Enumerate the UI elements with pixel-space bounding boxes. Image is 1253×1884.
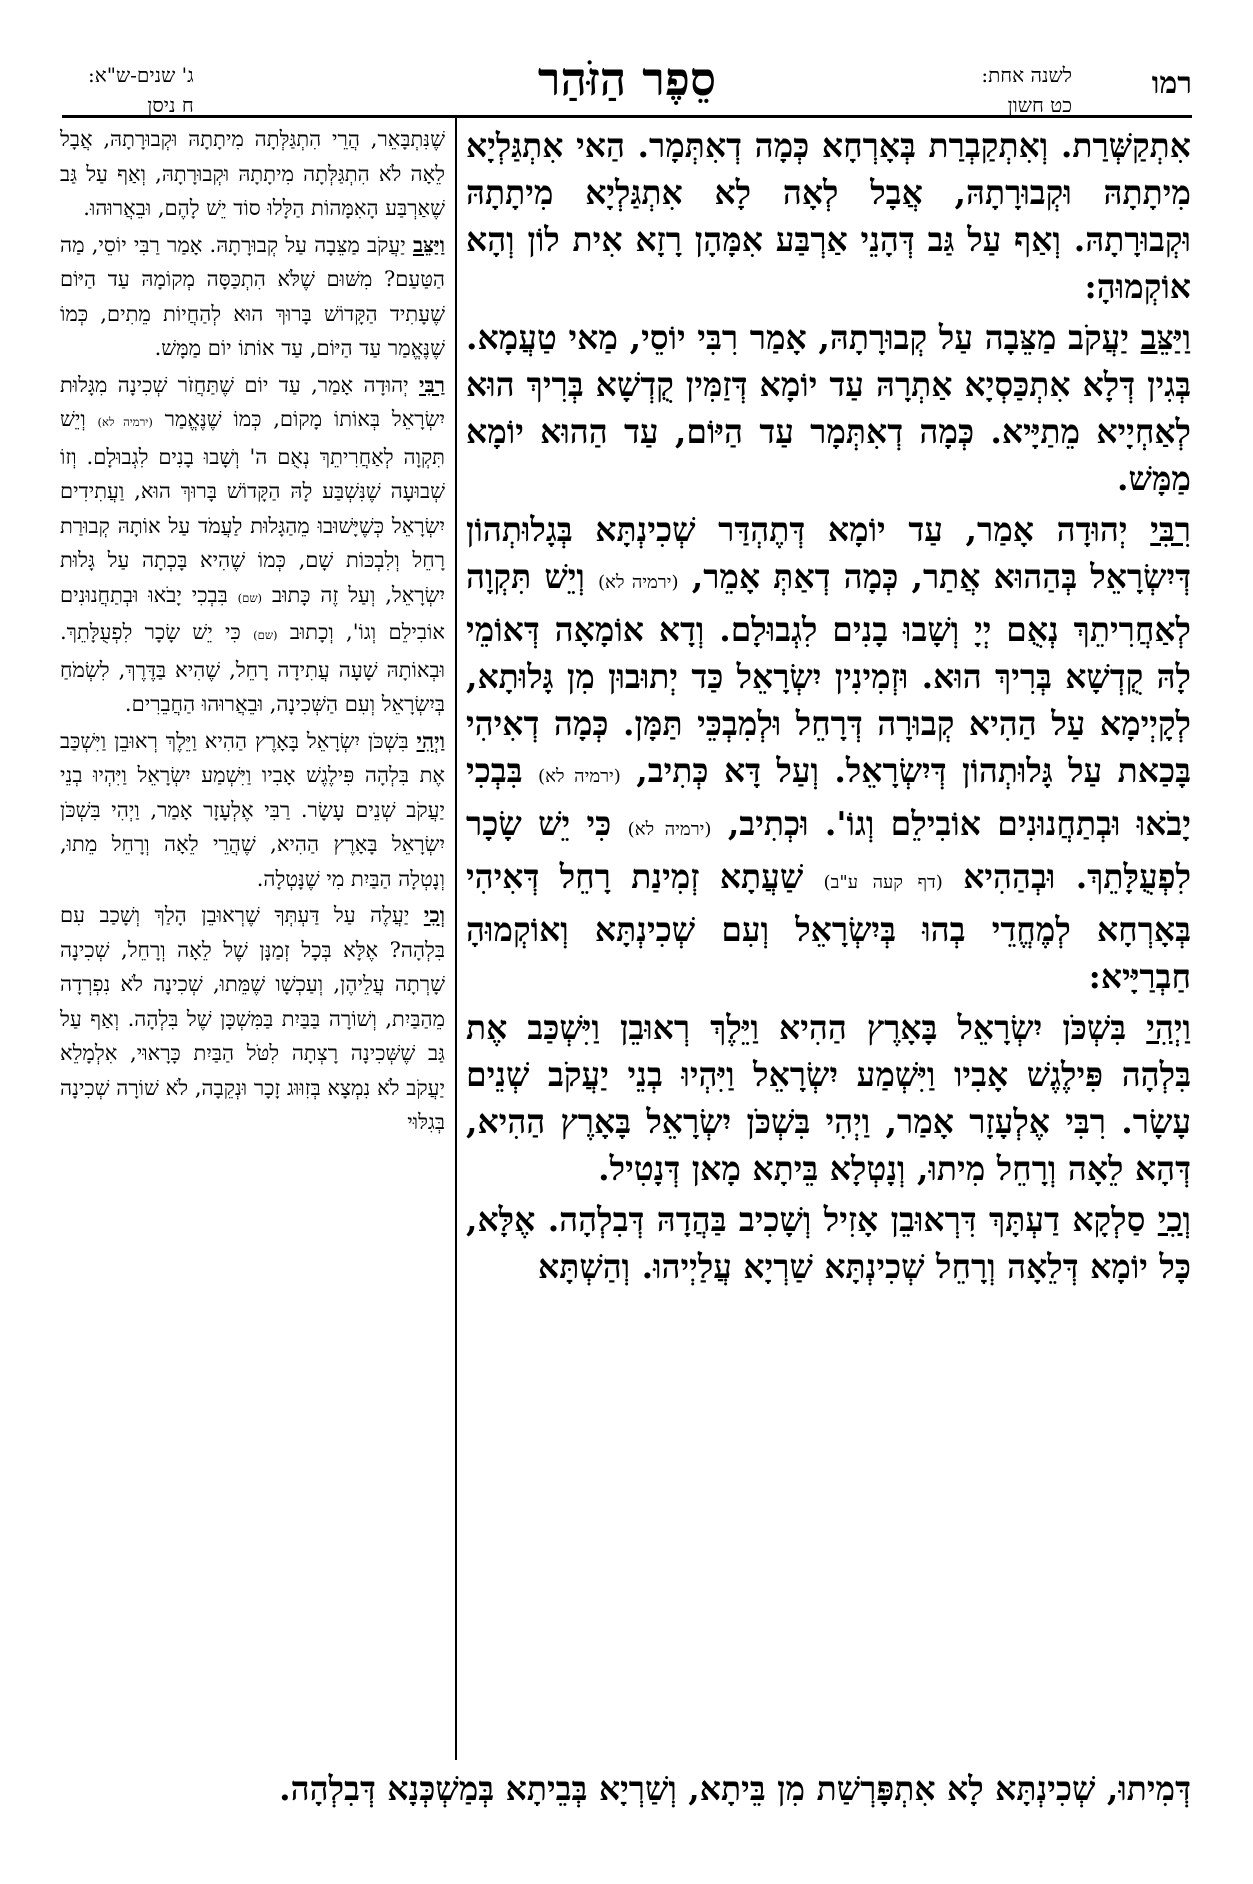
main-paragraph	[466, 1196, 1191, 1290]
paragraph-opener: וְכִי	[1157, 1200, 1191, 1239]
side-paragraph	[60, 368, 445, 722]
main-p2-text: יַעֲקֹב מַצֵּבָה עַל קְבוּרָתָהּ, אָמַר רִבִּי יוֹסֵי, מַאי טַעֲמָא. בְּגִין דְּלָא אִתְכַּסְיָא אַתְרָהּ עַד יוֹמָא דְּזַמִּין קֻדְשָׁא בְּרִיךְ הוּא לְאַחְיָיא מֵתַיָּיא. כְּמָה דְאִתְּמָר עַד הַיּוֹם, עַד הַהוּא יוֹמָא מַמָּשׁ.	[466, 318, 1191, 498]
main-paragraph	[466, 506, 1191, 1000]
main-paragraph	[466, 314, 1191, 502]
main-p3-text: כִּי יֵשׁ שָׂכָר לִפְעֻלָּתֵךְ. וּבְהַהִיא	[466, 804, 1192, 896]
main-p3-text: בִּבְכִי יָבֹאוּ וּבְתַחֲנוּנִים אוֹבִילֵם וְגוֹ'. וּכְתִיב,	[466, 751, 1191, 843]
schedule-one-year-label: לשנה אחת:	[981, 63, 1072, 87]
aramaic-text-column	[466, 122, 1191, 1294]
page-header	[62, 46, 1192, 118]
full-width-closing-line: דְּמִיתוּ, שְׁכִינְתָּא לָא אִתְפָּרְשַׁת מִן בֵּיתָא, וְשַׁרְיָא בְּבֵיתָא בְּמַשְׁכְּנָא דְּבִלְהָה.	[279, 1769, 1191, 1808]
main-p3-text: יְהוּדָה אָמַר, עַד יוֹמָא דְּתֶהְדַּר שְׁכִינְתָּא בְּגָלוּתְהוֹן דְּיִשְׂרָאֵל בְּהַהוּא אֲתַר, כְּמָה דְאַתְּ אָמֵר,	[466, 510, 1192, 596]
paragraph-opener: רַבִּי	[419, 371, 445, 397]
main-p1-text: אִתְקַשְּׁרַת. וְאִתְקַבְרַת בְּאָרְחָא כְּמָה דְאִתְּמָר. הַאי אִתְגַּלְיָא מִיתָתָהּ וּקְבוּרָתָהּ, אֲבָל לְאָה לָא אִתְגַּלְיָא מִיתָתָהּ וּקְבוּרָתָהּ. וְאַף עַל גַּב דְּהָנֵי אַרְבַּע אִמָּהָן רָזָא אִית לוֹן וְהָא אוֹקְמוּהָ:	[466, 126, 1191, 306]
paragraph-opener: רִבִּי	[1150, 510, 1191, 549]
schedule-three-years-label: ג' שנים-ש"א:	[88, 63, 194, 87]
side-p2-text: יַעֲקֹב מַצֵּבָה עַל קְבוּרָתָהּ. אָמַר רַבִּי יוֹסֵי, מַה הַטַּעַם? מִשּׁוּם שֶׁלֹּא הִתְכַּסָּה מְקוֹמָהּ עַד הַיּוֹם שֶׁעָתִיד הַקָּדוֹשׁ בָּרוּךְ הוּא לְהַחֲיוֹת מֵתִים, כְּמוֹ שֶׁנֶּאֱמַר עַד הַיּוֹם, עַד אוֹתוֹ יוֹם מַמָּשׁ.	[60, 232, 445, 360]
side-p1-text: שֶׁנִּתְבָּאֵר, הֲרֵי הִתְגַּלְּתָה מִיתָתָהּ וּקְבוּרָתָהּ, אֲבָל לֵאָה לֹא הִתְגַּלְּתָה מִיתָתָהּ וּקְבוּרָתָהּ, וְאַף עַל גַּב שֶׁאַרְבַּע הָאִמָּהוֹת הַלָּלוּ סוֹד יֵשׁ לָהֶם, וּבֵאֲרוּהוּ.	[60, 127, 445, 220]
main-paragraph	[466, 122, 1191, 310]
column-divider	[455, 118, 457, 1760]
main-paragraph	[466, 1004, 1191, 1192]
paragraph-opener: וַיְהִי	[1146, 1008, 1191, 1047]
schedule-three-years	[88, 60, 194, 120]
main-p3-text: וְיֵשׁ תִּקְוָה לְאַחֲרִיתֵךְ נְאֻם יְיָ וְשָׁבוּ בָנִים לִגְבוּלָם. וְדָא אוֹמָאָה דְּאוֹמֵי לָהּ קֻדְשָׁא בְּרִיךְ הוּא. וּזְמִינִין יִשְׂרָאֵל כַּד יְתוּבוּן מִן גָּלוּתָא, לְקָיְימָא עַל הַהִיא קְבוּרָה דְּרָחֵל וּלְמִבְכֵּי תַּמָּן. כְּמָה דְאִיהִי בָּכַאת עַל גָּלוּתְהוֹן דְּיִשְׂרָאֵל. וְעַל דָּא כְּתִיב,	[466, 557, 1191, 790]
side-paragraph	[60, 228, 445, 366]
paragraph-opener: וְכִי	[423, 902, 445, 927]
side-paragraph	[60, 724, 445, 897]
header-rule	[62, 115, 1192, 118]
verse-reference: (ירמיה לא)	[97, 415, 153, 429]
verse-reference: (ירמיה לא)	[627, 819, 712, 840]
side-paragraph	[60, 898, 445, 1140]
verse-reference: (ירמיה לא)	[597, 572, 679, 593]
schedule-one-year-date: כט חשון	[1007, 93, 1072, 117]
main-p3-text: שַׁעֲתָא זְמִינַת רָחֵל דְּאִיהִי בְּאָרְחָא לְמֶחֱדֵי בְהוּ בְּיִשְׂרָאֵל וְעִם שְׁכִינְתָּא וְאוֹקְמוּהָ חַבְרַיָּיא:	[466, 857, 1191, 996]
side-p3-text: יְהוּדָה אָמַר, עַד יוֹם שֶׁתַּחֲזֹר שְׁכִינָה מִגָּלוּת יִשְׂרָאֵל בְּאוֹתוֹ מָקוֹם, כְּמוֹ שֶׁנֶּאֱמַר	[60, 372, 445, 431]
book-title: סֵפֶר הַזֹּהַר	[537, 52, 717, 106]
side-p5-text: יַעֲלֶה עַל דַּעְתְּךָ שֶׁרְאוּבֵן הָלַךְ וְשָׁכַב עִם בִּלְהָה? אֶלָּא בְּכָל זְמַנָּן שֶׁל לֵאָה וְרָחֵל, שְׁכִינָה שָׁרְתָה עֲלֵיהֶן, וְעַכְשָׁו שֶׁמֵּתוּ, שְׁכִינָה לֹא נִפְרְדָה מֵהַבַּיִת, וְשׁוֹרָה בַּבַּיִת בַּמִּשְׁכָּן שֶׁל בִּלְהָה. וְאַף עַל גַּב שֶׁשְּׁכִינָה רָצְתָה לִטֹּל הַבַּיִת כָּרָאוּי, אִלְמָלֵא יַעֲקֹב לֹא נִמְצָא בְּזִוּוּג זָכָר וּנְקֵבָה, לֹא שׁוֹרָה שְׁכִינָה בְּגִלּוּי	[60, 903, 445, 1134]
paragraph-opener: וַיַּצֵּב	[1140, 318, 1191, 357]
hebrew-translation-column	[60, 122, 445, 1142]
folio-reference: (דף קעה ע"ב)	[823, 872, 943, 893]
main-p4-text: בִּשְׁכֹּן יִשְׂרָאֵל בָּאָרֶץ הַהִיא וַיֵּלֶךְ רְאוּבֵן וַיִּשְׁכַּב אֶת בִּלְהָה פִּילֶגֶשׁ אָבִיו וַיִּשְׁמַע יִשְׂרָאֵל וַיִּהְיוּ בְנֵי יַעֲקֹב שְׁנֵים עָשָׂר. רִבִּי אֶלְעָזָר אָמַר, וַיְהִי בִּשְׁכֹּן יִשְׂרָאֵל בָּאָרֶץ הַהִיא, דְּהָא לֵאָה וְרָחֵל מִיתוּ, וְנָטְלָא בֵּיתָא מָאן דְּנָטִיל.	[466, 1008, 1191, 1188]
schedule-three-years-date: ח ניסן	[147, 93, 194, 117]
side-p3-text: כִּי יֵשׁ שָׂכָר לִפְעֻלָּתֵךְ. וּבְאוֹתָהּ שָׁעָה עֲתִידָה רָחֵל, שֶׁהִיא בַּדֶּרֶךְ, לִשְׂמֹחַ בְּיִשְׂרָאֵל וְעִם הַשְּׁכִינָה, וּבֵאֲרוּהוּ הַחֲבֵרִים.	[60, 620, 445, 716]
page-number: רמו	[1151, 66, 1192, 101]
verse-reference: (שם)	[237, 590, 263, 605]
verse-reference: (ירמיה לא)	[538, 766, 621, 787]
side-paragraph	[60, 122, 445, 226]
side-p4-text: בִּשְׁכֹּן יִשְׂרָאֵל בָּאָרֶץ הַהִיא וַיֵּלֶךְ רְאוּבֵן וַיִּשְׁכַּב אֶת בִּלְהָה פִּילֶגֶשׁ אָבִיו וַיִּשְׁמַע יִשְׂרָאֵל וַיִּהְיוּ בְנֵי יַעֲקֹב שְׁנֵים עָשָׂר. רַבִּי אֶלְעָזָר אָמַר, וַיְהִי בִּשְׁכֹּן יִשְׂרָאֵל בָּאָרֶץ הַהִיא, שֶׁהֲרֵי לֵאָה וְרָחֵל מֵתוּ, וְנָטְלָה הַבַּיִת מִי שֶׁנָּטְלָה.	[60, 728, 445, 891]
paragraph-opener: וַיְהִי	[416, 727, 445, 753]
paragraph-opener: וַיַּצֵּב	[412, 231, 445, 257]
side-p3-text: וְיֵשׁ תִּקְוָה לְאַחֲרִיתֵךְ נְאֻם ה' וְשָׁבוּ בָנִים לִגְבוּלָם. וְזוֹ שְׁבוּעָה שֶׁנִּשְׁבַּע לָהּ הַקָּדוֹשׁ בָּרוּךְ הוּא, וַעֲתִידִים יִשְׂרָאֵל כְּשֶׁיָּשׁוּבוּ מֵהַגָּלוּת לַעֲמֹד עַל אוֹתָהּ קְבוּרַת רָחֵל וְלִבְכּוֹת שָׁם, כְּמוֹ שֶׁהִיא בָּכְתָה עַל גָּלוּת יִשְׂרָאֵל, וְעַל זֶה כָּתוּב	[60, 407, 445, 607]
verse-reference: (שם)	[253, 628, 278, 642]
side-p3-text: בִּבְכִי יָבֹאוּ וּבְתַחֲנוּנִים אוֹבִילֵם וְגוֹ', וְכָתוּב	[60, 582, 446, 644]
main-p5-text: סַלְקָא דַעְתָּךְ דִּרְאוּבֵן אָזִיל וְשָׁכִיב בַּהֲדָהּ דְּבִלְהָה. אֶלָּא, כָּל יוֹמָא דְּלֵאָה וְרָחֵל שְׁכִינְתָּא שַׁרְיָא עֲלַיְיהוּ. וְהַשְׁתָּא	[466, 1200, 1191, 1286]
